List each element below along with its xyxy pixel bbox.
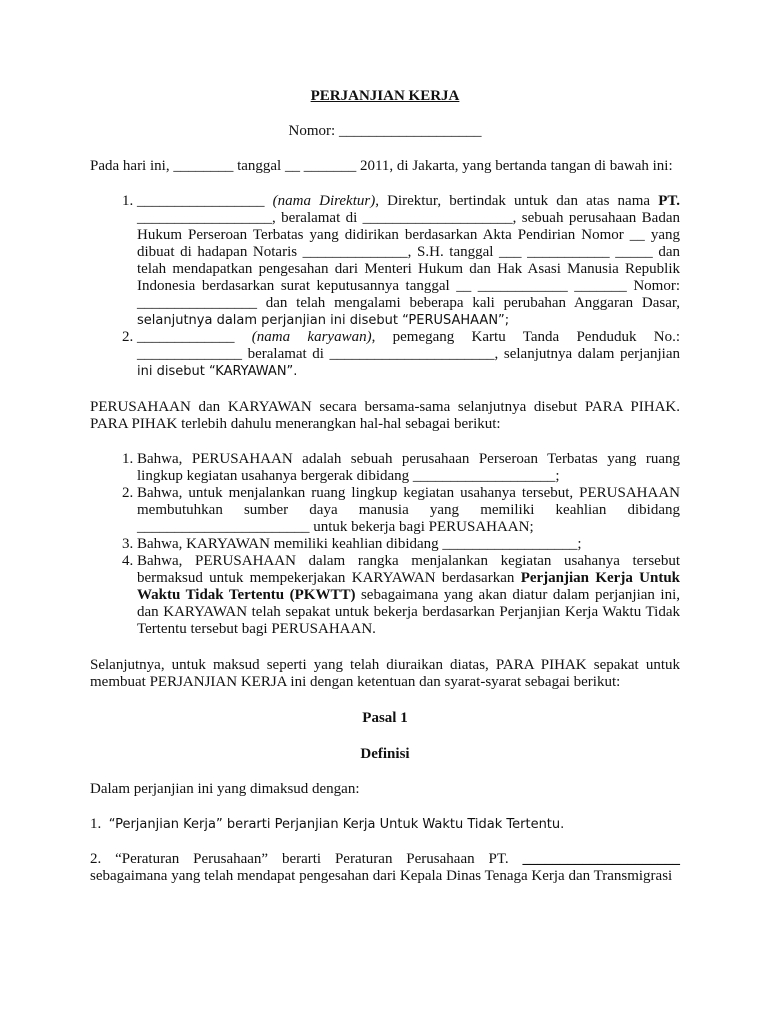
definition-item	[90, 816, 680, 833]
party-tail: selanjutnya dalam perjanjian ini disebut “PERUSAHAAN”;	[137, 313, 510, 328]
intro-paragraph: Pada hari ini, ________ tanggal __ _______ 2011, di Jakarta, yang bertanda tangan di bawah ini:	[90, 158, 673, 174]
definition-intro: Dalam perjanjian ini yang dimaksud dengan:	[90, 781, 360, 797]
article-title: Definisi	[360, 746, 410, 762]
party-text: __________________, beralamat di ____________________, sebuah perusahaan Badan Hukum Perseroan Terbatas yang didirikan berdasarkan Akta Pendirian Nomor __ yang dibuat di hadapan Notaris ______________, S.H. tanggal ___ ___________ _____ dan telah mendapatkan pengesahan dari Menteri Hukum dan Hak Asasi Manusia Republik Indonesia berdasarkan surat keputusannya tanggal __ ____________ _______ Nomor: ________________ dan telah mengalami beberapa kali perubahan Anggaran Dasar,	[137, 210, 680, 311]
party-text: , Direktur, bertindak untuk dan atas nama	[375, 193, 659, 209]
document-number: Nomor: ___________________	[288, 123, 482, 139]
definition-text: sebagaimana yang telah mendapat pengesahan dari Kepala Dinas Tenaga Kerja dan Transmigrasi	[90, 868, 673, 884]
definition-item	[90, 851, 680, 885]
party-text: , pemegang Kartu Tanda Penduduk No.: ______________ beralamat di ______________________, selanjutnya dalam perjanjian	[137, 329, 681, 362]
pt-label: PT.	[658, 193, 680, 209]
blank-field: _________________	[137, 193, 273, 209]
recital-item: 2. Bahwa, untuk menjalankan ruang lingkup kegiatan usahanya tersebut, PERUSAHAAN membutuhkan sumber daya manusia yang memiliki keahlian dibidang _______________________ untuk bekerja bagi PERUSAHAAN;	[137, 485, 680, 536]
role-label: (nama Direktur)	[272, 193, 376, 209]
document-title: PERJANJIAN KERJA	[310, 88, 460, 104]
article-heading: Pasal 1	[362, 710, 408, 726]
blank-field: _____________________	[522, 851, 680, 867]
definition-text: “Perjanjian Kerja” berarti Perjanjian Kerja Untuk Waktu Tidak Tertentu.	[108, 817, 565, 832]
agreement-paragraph: Selanjutnya, untuk maksud seperti yang telah diuraikan diatas, PARA PIHAK sepakat untuk membuat PERJANJIAN KERJA ini dengan ketentuan dan syarat-syarat sebagai berikut:	[90, 657, 680, 690]
parties-list	[90, 193, 680, 380]
parties-paragraph: PERUSAHAAN dan KARYAWAN secara bersama-sama selanjutnya disebut PARA PIHAK. PARA PIHAK terlebih dahulu menerangkan hal-hal sebagai berikut:	[90, 399, 680, 432]
definition-number: 1.	[90, 816, 102, 832]
pkwtt-term: Perjanjian Kerja Untuk Waktu Tidak Tertentu (PKWTT)	[137, 570, 681, 603]
blank-field: _____________	[137, 329, 252, 345]
party-tail: ini disebut “KARYAWAN”.	[137, 364, 298, 379]
recital-item: 3. Bahwa, KARYAWAN memiliki keahlian dibidang __________________;	[137, 536, 680, 553]
party-company	[137, 193, 680, 329]
recital-text: sebagaimana yang akan diatur dalam perjanjian ini, dan KARYAWAN telah sepakat untuk bekerja berdasarkan Perjanjian Kerja Waktu Tidak Tertentu tersebut bagi PERUSAHAAN.	[137, 587, 680, 637]
recital-item: 1. Bahwa, PERUSAHAAN adalah sebuah perusahaan Perseroan Terbatas yang ruang lingkup kegiatan usahanya bergerak dibidang ___________________;	[137, 451, 680, 485]
recital-item	[137, 553, 680, 638]
definition-text: 2. “Peraturan Perusahaan” berarti Peraturan Perusahaan PT.	[90, 851, 523, 867]
party-employee	[137, 329, 680, 380]
recital-text: Bahwa, PERUSAHAAN dalam rangka menjalankan kegiatan usahanya tersebut bermaksud untuk mempekerjakan KARYAWAN berdasarkan	[137, 553, 680, 586]
role-label: (nama karyawan)	[251, 329, 372, 345]
recitals-list	[90, 451, 680, 638]
